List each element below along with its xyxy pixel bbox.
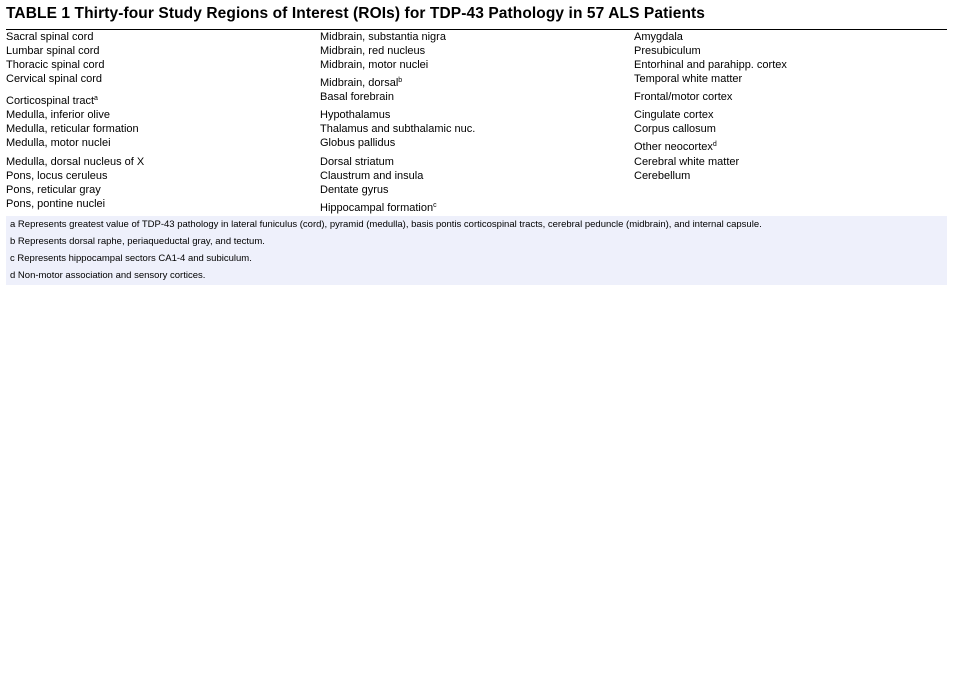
table-cell: Thoracic spinal cord: [6, 59, 105, 71]
title-rule: [6, 29, 947, 30]
table-cell: Claustrum and insula: [320, 170, 424, 182]
table-cell: Other neocortex$^d$: [634, 141, 717, 153]
table-cell: Presubiculum: [634, 45, 701, 57]
table-cell: Hippocampal formation$^c$: [320, 202, 437, 214]
table-cell: Sacral spinal cord: [6, 31, 94, 43]
footnote-marker: c: [433, 202, 437, 209]
footnote-marker: a: [94, 95, 98, 102]
table-cell: Pons, pontine nuclei: [6, 198, 106, 210]
table-cell: Entorhinal and parahipp. cortex: [634, 59, 787, 71]
table-cell: Lumbar spinal cord: [6, 45, 100, 57]
table-cell: Corticospinal tract$^a$: [6, 95, 98, 107]
footnote-marker: b: [398, 77, 403, 84]
table-cell: Hypothalamus: [320, 109, 391, 121]
table-cell: Cingulate cortex: [634, 109, 714, 121]
table-cell: Medulla, inferior olive: [6, 109, 110, 121]
table-cell: Thalamus and subthalamic nuc.: [320, 123, 476, 135]
table-cell: Dorsal striatum: [320, 156, 394, 168]
table-cell: Medulla, dorsal nucleus of X: [6, 156, 145, 168]
footnote-marker: d: [712, 141, 717, 148]
table-cell: Cerebral white matter: [634, 156, 740, 168]
table-cell: Pons, reticular gray: [6, 184, 101, 196]
table-cell: Corpus callosum: [634, 123, 716, 135]
table-cell: Midbrain, dorsal$^b$: [320, 77, 403, 89]
table-cell: Midbrain, red nucleus: [320, 45, 426, 57]
table-cell: Pons, locus ceruleus: [6, 170, 108, 182]
table-cell: Cerebellum: [634, 170, 691, 182]
footnote-a: a Represents greatest value of TDP-43 pathology in lateral funiculus (cord), pyramid (medulla), basis pontis corticospinal tracts, cerebral peduncle (midbrain), and internal capsule.: [10, 219, 762, 230]
table-cell: Basal forebrain: [320, 91, 394, 103]
table-cell: Globus pallidus: [320, 137, 396, 149]
table-cell: Medulla, reticular formation: [6, 123, 139, 135]
table-cell: Dentate gyrus: [320, 184, 389, 196]
footnotes-panel: [6, 216, 947, 285]
table-cell: Midbrain, motor nuclei: [320, 59, 429, 71]
table-cell: Temporal white matter: [634, 73, 743, 85]
table-cell: Medulla, motor nuclei: [6, 137, 111, 149]
table-cell: Midbrain, substantia nigra: [320, 31, 446, 43]
table-title: TABLE 1 Thirty-four Study Regions of Interest (ROIs) for TDP-43 Pathology in 57 ALS Patients: [6, 5, 706, 22]
table-cell: Frontal/motor cortex: [634, 91, 733, 103]
table-cell: Amygdala: [634, 31, 683, 43]
footnote-c: c Represents hippocampal sectors CA1-4 and subiculum.: [10, 253, 252, 264]
footnote-b: b Represents dorsal raphe, periaqueductal gray, and tectum.: [10, 236, 265, 247]
footnote-d: d Non-motor association and sensory cortices.: [10, 270, 206, 281]
table-cell: Cervical spinal cord: [6, 73, 102, 85]
